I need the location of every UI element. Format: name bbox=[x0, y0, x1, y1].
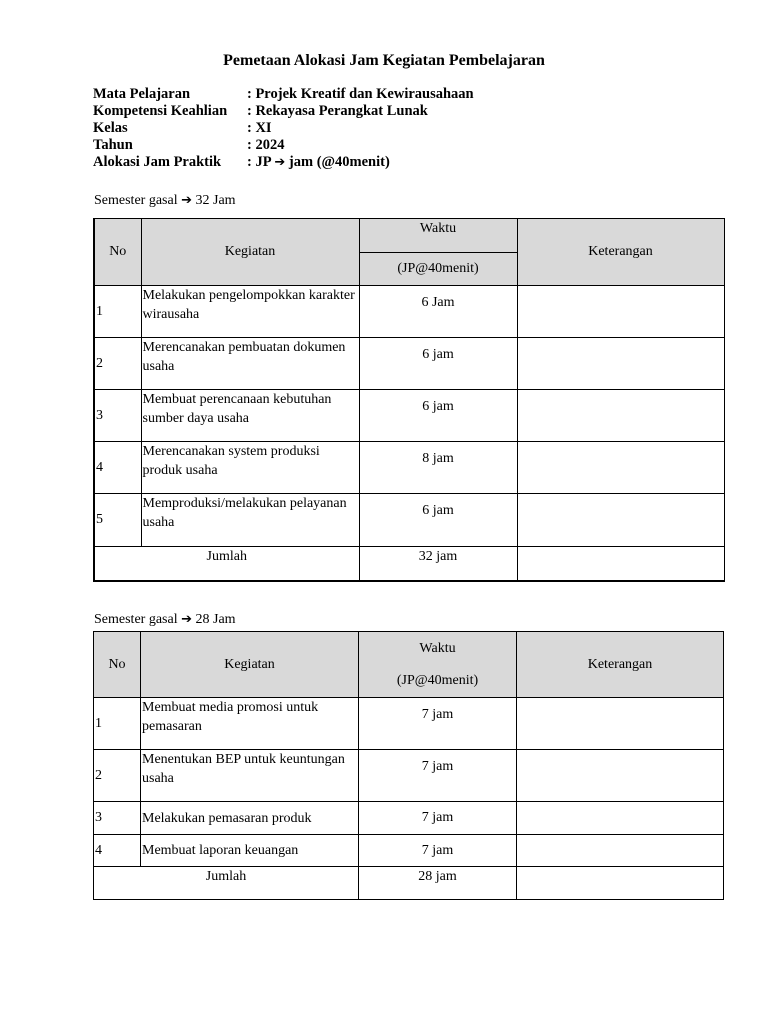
meta-value: : XI bbox=[247, 120, 272, 136]
arrow-right-icon: ➔ bbox=[181, 612, 192, 627]
allocation-table-semester-2 bbox=[93, 631, 724, 900]
total-value: 32 jam bbox=[359, 547, 517, 581]
table-row bbox=[94, 390, 724, 442]
table-row bbox=[94, 698, 724, 750]
cell-no: 4 bbox=[94, 835, 141, 867]
cell-keterangan bbox=[517, 286, 724, 338]
header-no: No bbox=[94, 632, 141, 698]
semester-caption-prefix: Semester gasal bbox=[94, 193, 178, 208]
meta-label: Tahun bbox=[93, 137, 133, 153]
meta-row-hours bbox=[93, 154, 474, 171]
meta-value-suffix: jam (@40menit) bbox=[288, 154, 390, 170]
header-waktu-unit: (JP@40menit) bbox=[359, 253, 517, 286]
semester-caption bbox=[94, 193, 236, 209]
meta-label: Alokasi Jam Praktik bbox=[93, 154, 222, 170]
cell-waktu: 7 jam bbox=[359, 802, 517, 835]
cell-waktu: 6 jam bbox=[359, 494, 517, 547]
cell-kegiatan: Membuat laporan keuangan bbox=[141, 835, 359, 867]
header-waktu-group bbox=[359, 632, 517, 698]
cell-waktu: 7 jam bbox=[359, 835, 517, 867]
header-keterangan: Keterangan bbox=[517, 219, 724, 286]
cell-keterangan bbox=[517, 442, 724, 494]
cell-keterangan bbox=[517, 338, 724, 390]
table-row bbox=[94, 338, 724, 390]
cell-waktu: 6 jam bbox=[359, 390, 517, 442]
total-label: Jumlah bbox=[94, 547, 359, 581]
meta-label: Mata Pelajaran bbox=[93, 86, 191, 102]
meta-value: : Rekayasa Perangkat Lunak bbox=[247, 103, 428, 119]
cell-kegiatan: Melakukan pengelompokkan karakter wirausaha bbox=[141, 286, 359, 338]
allocation-table-semester-1 bbox=[93, 218, 725, 582]
cell-keterangan bbox=[517, 835, 724, 867]
meta-row-competency bbox=[93, 103, 474, 120]
header-waktu: Waktu bbox=[359, 219, 517, 253]
header-waktu: Waktu bbox=[419, 640, 456, 656]
table-row bbox=[94, 835, 724, 867]
table-row bbox=[94, 286, 724, 338]
cell-kegiatan: Membuat perencanaan kebutuhan sumber daya usaha bbox=[141, 390, 359, 442]
total-keterangan bbox=[517, 547, 724, 581]
arrow-right-icon: ➔ bbox=[274, 155, 286, 170]
semester-caption-suffix: 28 Jam bbox=[195, 612, 236, 627]
course-info bbox=[93, 86, 474, 171]
total-value: 28 jam bbox=[359, 867, 517, 900]
cell-keterangan bbox=[517, 494, 724, 547]
cell-waktu: 6 Jam bbox=[359, 286, 517, 338]
total-row bbox=[94, 867, 724, 900]
cell-no: 1 bbox=[94, 286, 141, 338]
semester-caption-prefix: Semester gasal bbox=[94, 612, 178, 627]
cell-keterangan bbox=[517, 698, 724, 750]
table-row bbox=[94, 802, 724, 835]
arrow-right-icon: ➔ bbox=[181, 193, 192, 208]
semester-caption bbox=[94, 612, 236, 628]
header-keterangan: Keterangan bbox=[517, 632, 724, 698]
cell-waktu: 7 jam bbox=[359, 698, 517, 750]
cell-waktu: 8 jam bbox=[359, 442, 517, 494]
table-row bbox=[94, 750, 724, 802]
meta-value bbox=[247, 154, 390, 171]
cell-no: 3 bbox=[94, 802, 141, 835]
header-kegiatan: Kegiatan bbox=[141, 632, 359, 698]
cell-kegiatan: Merencanakan system produksi produk usaha bbox=[141, 442, 359, 494]
cell-kegiatan: Melakukan pemasaran produk bbox=[141, 802, 359, 835]
cell-kegiatan: Membuat media promosi untuk pemasaran bbox=[141, 698, 359, 750]
cell-waktu: 6 jam bbox=[359, 338, 517, 390]
cell-no: 2 bbox=[94, 338, 141, 390]
meta-label: Kompetensi Keahlian bbox=[93, 103, 228, 119]
meta-value-prefix: : JP bbox=[247, 154, 271, 170]
meta-value: : 2024 bbox=[247, 137, 285, 153]
meta-label: Kelas bbox=[93, 120, 128, 136]
meta-row-subject bbox=[93, 86, 474, 103]
meta-row-year bbox=[93, 137, 474, 154]
cell-keterangan bbox=[517, 750, 724, 802]
cell-kegiatan: Merencanakan pembuatan dokumen usaha bbox=[141, 338, 359, 390]
header-kegiatan: Kegiatan bbox=[141, 219, 359, 286]
cell-no: 1 bbox=[94, 698, 141, 750]
total-keterangan bbox=[517, 867, 724, 900]
cell-kegiatan: Memproduksi/melakukan pelayanan usaha bbox=[141, 494, 359, 547]
cell-keterangan bbox=[517, 390, 724, 442]
table-row bbox=[94, 442, 724, 494]
cell-no: 2 bbox=[94, 750, 141, 802]
header-no: No bbox=[94, 219, 141, 286]
semester-caption-suffix: 32 Jam bbox=[195, 193, 236, 208]
cell-keterangan bbox=[517, 802, 724, 835]
meta-row-class bbox=[93, 120, 474, 137]
page-title: Pemetaan Alokasi Jam Kegiatan Pembelajaran bbox=[223, 52, 545, 69]
header-waktu-unit: (JP@40menit) bbox=[396, 672, 479, 688]
cell-no: 4 bbox=[94, 442, 141, 494]
total-label: Jumlah bbox=[94, 867, 359, 900]
total-row bbox=[94, 547, 724, 581]
cell-no: 3 bbox=[94, 390, 141, 442]
table-row bbox=[94, 494, 724, 547]
meta-value: : Projek Kreatif dan Kewirausahaan bbox=[247, 86, 474, 102]
cell-kegiatan: Menentukan BEP untuk keuntungan usaha bbox=[141, 750, 359, 802]
cell-waktu: 7 jam bbox=[359, 750, 517, 802]
cell-no: 5 bbox=[94, 494, 141, 547]
